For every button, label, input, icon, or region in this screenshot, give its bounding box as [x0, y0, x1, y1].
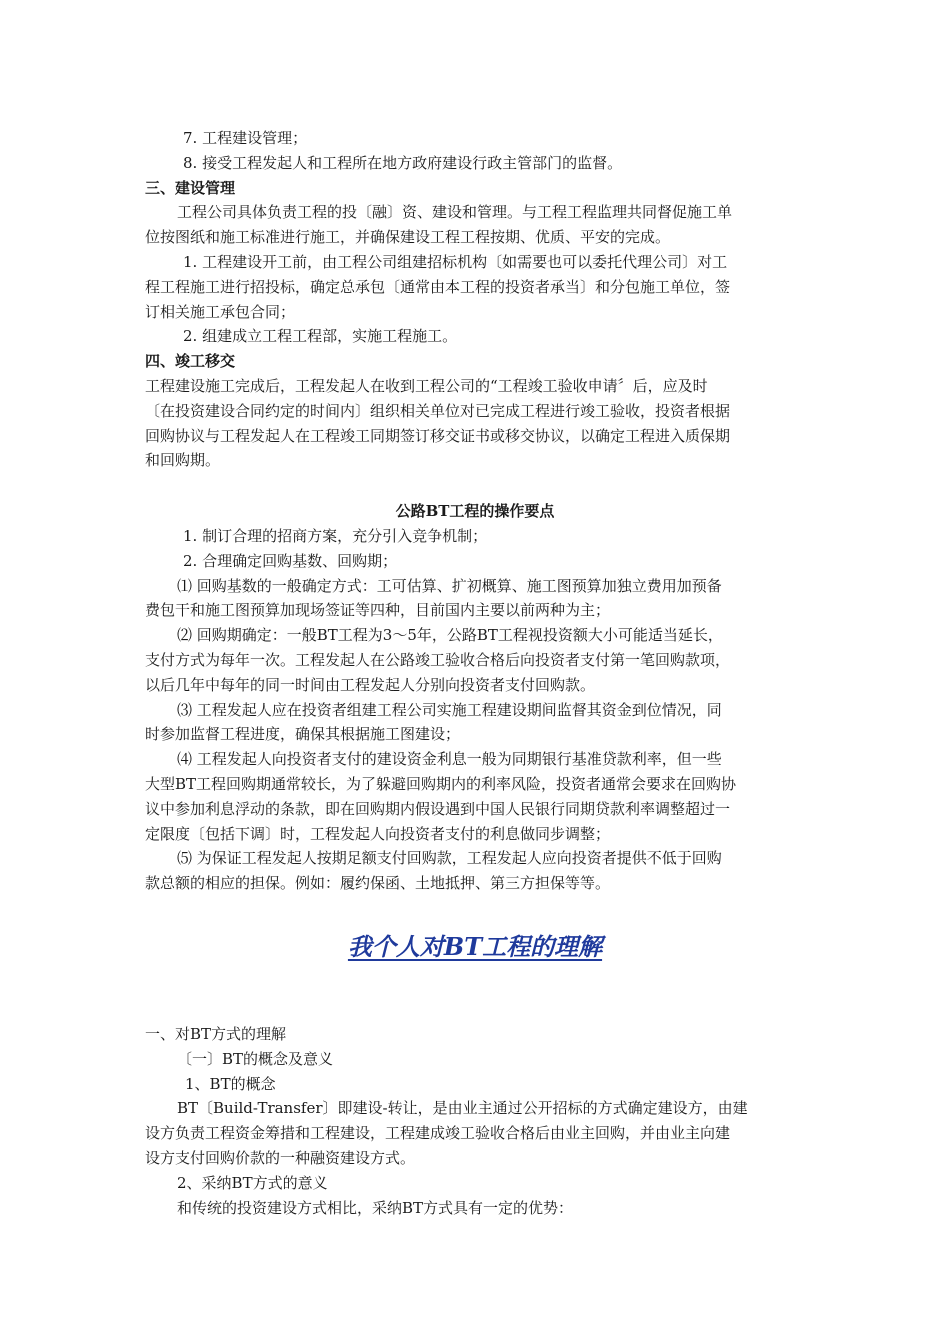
text-line: 和回购期。 [145, 451, 221, 470]
document-title: 我个人对BT工程的理解 [347, 932, 603, 961]
text-line: 三、建设管理 [145, 178, 236, 197]
text-line: 设方支付回购价款的一种融资建设方式。 [145, 1149, 416, 1167]
text-line: 1. 工程建设开工前，由工程公司组建招标机构〔如需要也可以委托代理公司〕对工 [183, 253, 728, 271]
text-line: 1、BT的概念 [185, 1074, 276, 1093]
text-line: 款总额的相应的担保。例如：履约保函、土地抵押、第三方担保等等。 [145, 874, 611, 893]
text-line: 工程建设施工完成后，工程发起人在收到工程公司的“工程竣工验收申请〞后，应及时 [145, 377, 708, 395]
text-line: BT〔Build-Transfer〕即建设-转让，是由业主通过公开招标的方式确定建设方，由建 [177, 1099, 748, 1118]
text-line: ⑷ 工程发起人向投资者支付的建设资金利息一般为同期银行基准贷款利率，但一些 [177, 750, 722, 769]
text-line: 程工程施工进行招投标，确定总承包〔通常由本工程的投资者承当〕和分包施工单位，签 [145, 277, 731, 296]
text-line: 工程公司具体负责工程的投〔融〕资、建设和管理。与工程工程监理共同督促施工单 [177, 203, 733, 222]
text-line: 1. 制订合理的招商方案，充分引入竞争机制； [183, 527, 488, 545]
text-line: 设方负责工程资金筹措和工程建设，工程建成竣工验收合格后由业主回购，并由业主向建 [145, 1124, 731, 1143]
text-line: ⑸ 为保证工程发起人按期足额支付回购款，工程发起人应向投资者提供不低于回购 [177, 849, 722, 868]
text-line: 回购协议与工程发起人在工程竣工同期签订移交证书或移交协议，以确定工程进入质保期 [145, 426, 731, 445]
text-line: 2、采纳BT方式的意义 [177, 1173, 328, 1192]
text-line: ⑴ 回购基数的一般确定方式：工可估算、扩初概算、施工图预算加独立费用加预备 [177, 576, 722, 595]
text-line: 支付方式为每年一次。工程发起人在公路竣工验收合格后向投资者支付第一笔回购款项， [145, 651, 731, 669]
text-line: 费包干和施工图预算加现场签证等四种，目前国内主要以前两种为主； [145, 601, 611, 620]
section-heading: 公路BT工程的操作要点 [395, 502, 555, 520]
text-line: 和传统的投资建设方式相比，采纳BT方式具有一定的优势： [177, 1198, 574, 1217]
text-line: 8. 接受工程发起人和工程所在地方政府建设行政主管部门的监督。 [183, 153, 623, 172]
text-line: 一、对BT方式的理解 [145, 1025, 287, 1043]
text-line: 大型BT工程回购期通常较长，为了躲避回购期内的利率风险，投资者通常会要求在回购协 [145, 775, 737, 793]
text-line: 时参加监督工程进度，确保其根据施工图建设； [145, 725, 461, 744]
text-line: 订相关施工承包合同； [145, 302, 296, 321]
text-line: 〔在投资建设合同约定的时间内〕组织相关单位对已完成工程进行竣工验收，投资者根据 [145, 401, 731, 420]
text-line: 2. 组建成立工程工程部，实施工程施工。 [183, 327, 458, 346]
text-line: 定限度〔包括下调〕时，工程发起人向投资者支付的利息做同步调整； [145, 824, 611, 843]
text-line: 位按图纸和施工标准进行施工，并确保建设工程工程按期、优质、平安的完成。 [145, 228, 671, 247]
text-line: 议中参加利息浮动的条款，即在回购期内假设遇到中国人民银行同期贷款利率调整超过一 [145, 799, 731, 818]
text-line: 〔一〕BT的概念及意义 [177, 1049, 334, 1068]
text-line: 2. 合理确定回购基数、回购期； [183, 551, 398, 570]
text-line: 以后几年中每年的同一时间由工程发起人分别向投资者支付回购款。 [145, 675, 596, 694]
text-line: 7. 工程建设管理； [183, 129, 308, 147]
text-line: ⑵ 回购期确定：一般BT工程为3～5年，公路BT工程视投资额大小可能适当延长， [177, 626, 723, 645]
text-line: ⑶ 工程发起人应在投资者组建工程公司实施工程建设期间监督其资金到位情况，同 [177, 700, 722, 719]
text-line: 四、竣工移交 [145, 352, 236, 371]
